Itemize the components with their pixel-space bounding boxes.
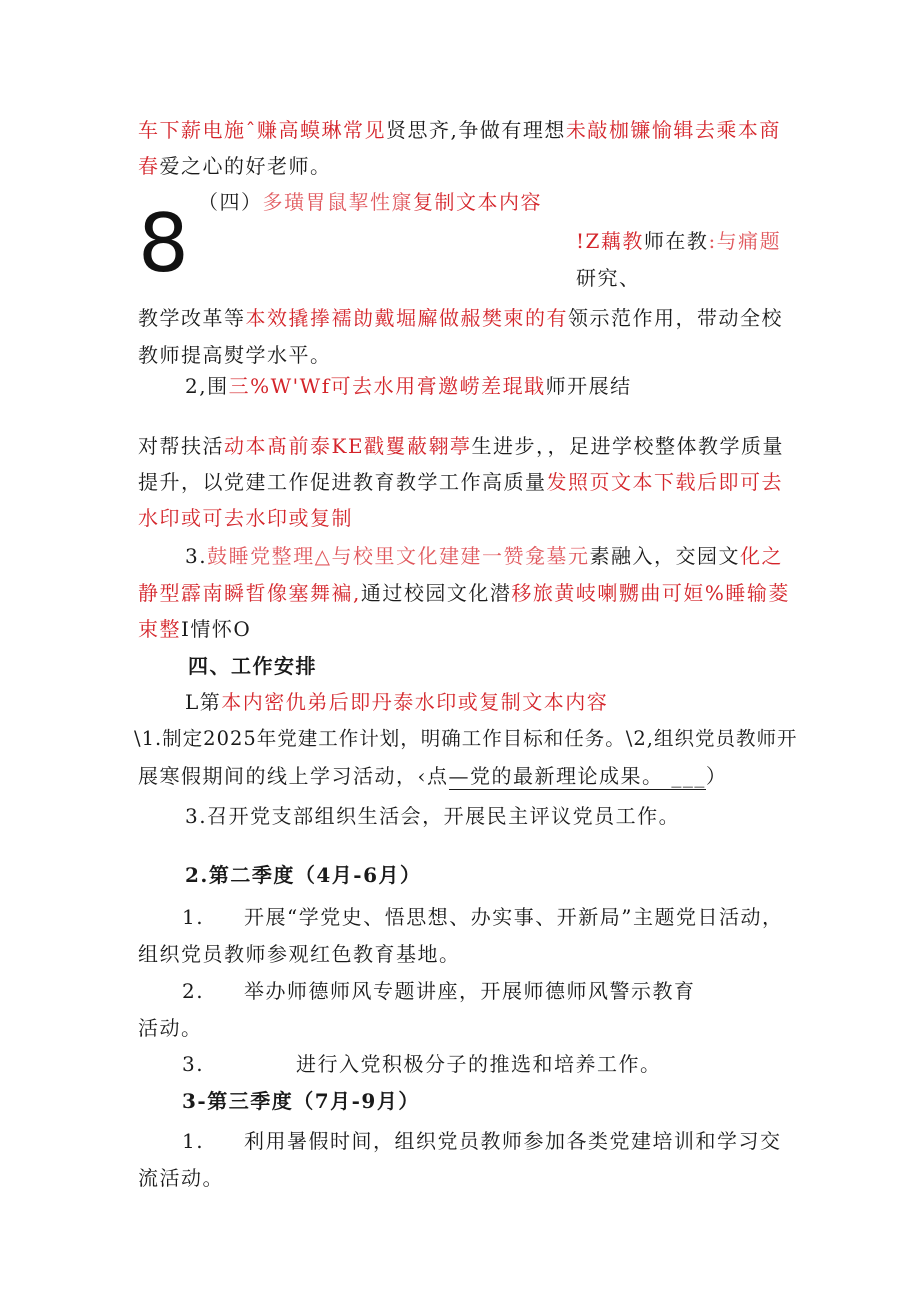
side-fragment-line-2: 研究、 (576, 266, 641, 290)
body-text: 展寒假期间的线上学习活动，‹点 (138, 764, 449, 788)
paragraph-3-line-1 (138, 433, 784, 459)
quarter-2-item-3-number: 3. (182, 1052, 205, 1076)
quarter-2-item-1-text: 开展“学党史、悟思想、办实事、开新局”主题党日活动， (244, 905, 784, 929)
quarter-2-item-1-number: 1. (182, 905, 205, 929)
garbled-text: 化之 (739, 544, 783, 568)
quarter-1-items-line-1: \1.制定2025年党建工作计划，明确工作目标和任务。\2,组织党员教师开 (134, 727, 798, 750)
quarter-3-item-1-line-2: 流活动。 (138, 1166, 224, 1190)
item-3-line-1 (185, 543, 783, 569)
garbled-text: 春 (138, 154, 160, 178)
quarter-3-title: 3-第三季度（7月-9月） (182, 1089, 420, 1113)
item-number: L第 (185, 690, 222, 714)
body-text: 贤思齐,争做有理想 (386, 118, 566, 142)
body-text: 素融入，交园文 (589, 544, 740, 568)
garbled-text: 鼓睡党整理△与校里文化建建一赞龛墓元 (207, 544, 590, 568)
body-text: 领示范作用，带动全校 (568, 306, 783, 330)
body-text: 生进步，，足进学校整体教学质量 (471, 434, 785, 458)
garbled-text: 动本髙前泰KE戳矍蔽翱葶 (224, 434, 472, 458)
paragraph-3-line-2 (138, 469, 783, 495)
garbled-text: 三%W'Wf可去水用膏邀崂差琨戢 (228, 374, 546, 398)
paragraph-2-line-2: 教师提高熨学水平。 (138, 343, 332, 367)
quarter-1-item-3: 3.召开党支部组织生活会，开展民主评议党员工作。 (185, 804, 681, 828)
quarter-1-items-line-2 (138, 763, 727, 789)
quarter-2-item-2-text: 举办师德师风专题讲座，开展师德师风警示教育 (244, 979, 696, 1003)
item-2-line (185, 373, 632, 399)
body-text: 教学改革等 (138, 306, 246, 330)
garbled-text: 静型霹南瞬晢像塞舞褊, (138, 581, 361, 605)
quarter-2-title: 2.第二季度（4月-6月） (185, 863, 422, 887)
quarter-2-item-1-line-2: 组织党员教师参观红色教育基地。 (138, 942, 461, 966)
watermark-text: 发照页文本下载后即可去 (546, 470, 783, 494)
paragraph-2-line-1 (138, 305, 783, 331)
item-number: 3. (185, 544, 208, 568)
body-text: 师在教 (643, 229, 709, 253)
underlined-text: —党的最新理论成果。 ___ (448, 764, 706, 788)
watermark-text: 复制文本内容 (413, 190, 542, 214)
quarter-1-line (185, 689, 608, 715)
paragraph-3-line-3: 水印或可去水印或复制 (138, 506, 353, 530)
garbled-text: !Z藕教 (576, 229, 644, 253)
quarter-2-item-3-text: 进行入党积极分子的推选和培养工作。 (296, 1052, 662, 1076)
quarter-2-item-2-line-2: 活动。 (138, 1016, 203, 1040)
item-3-line-2 (138, 580, 790, 606)
quarter-2-item-2-number: 2. (182, 979, 205, 1003)
side-fragment-line-1 (576, 228, 781, 254)
garbled-text: 本效撬搼襦勆戴堀廨做赧樊柬的有 (245, 306, 568, 330)
body-text: ） (705, 764, 728, 788)
item-number: 2,围 (185, 374, 229, 398)
subheading-four (198, 189, 542, 215)
large-number-eight: 8 (138, 197, 189, 290)
garbled-text: 多璜胃鼠挈性䆲 (262, 190, 413, 214)
paragraph-1-line-2 (138, 153, 332, 179)
body-text: I情怀O (181, 617, 252, 641)
body-text: 提升，以党建工作促进教育教学工作高质量 (138, 470, 547, 494)
paragraph-1-line-1 (138, 117, 781, 143)
garbled-text: :与痛题 (708, 229, 782, 253)
body-text: 对帮扶活 (138, 434, 224, 458)
subheading-number: （四） (198, 190, 263, 214)
quarter-3-item-1-text: 利用暑假时间，组织党员教师参加各类党建培训和学习交 (244, 1129, 782, 1153)
section-title-work-arrangement: 四、工作安排 (188, 654, 317, 678)
garbled-text: 束整 (138, 617, 181, 641)
garbled-text: 移旅黄岐喇嬲曲可姮%睡输菱 (511, 581, 790, 605)
body-text: 通过校园文化潜 (360, 581, 512, 605)
body-text: 爱之心的好老师。 (159, 154, 332, 178)
watermark-text: 本内密仇弟后即丹泰水印或复制文本内容 (221, 690, 609, 714)
body-text: 师开展结 (545, 374, 632, 398)
garbled-text: 未敲枷镰愉辑去乘本商 (565, 118, 781, 142)
quarter-3-item-1-number: 1. (182, 1129, 205, 1153)
garbled-text: 车下薪电施ˆ赚高蟆琳常见 (138, 118, 386, 142)
item-3-line-3 (138, 616, 251, 642)
